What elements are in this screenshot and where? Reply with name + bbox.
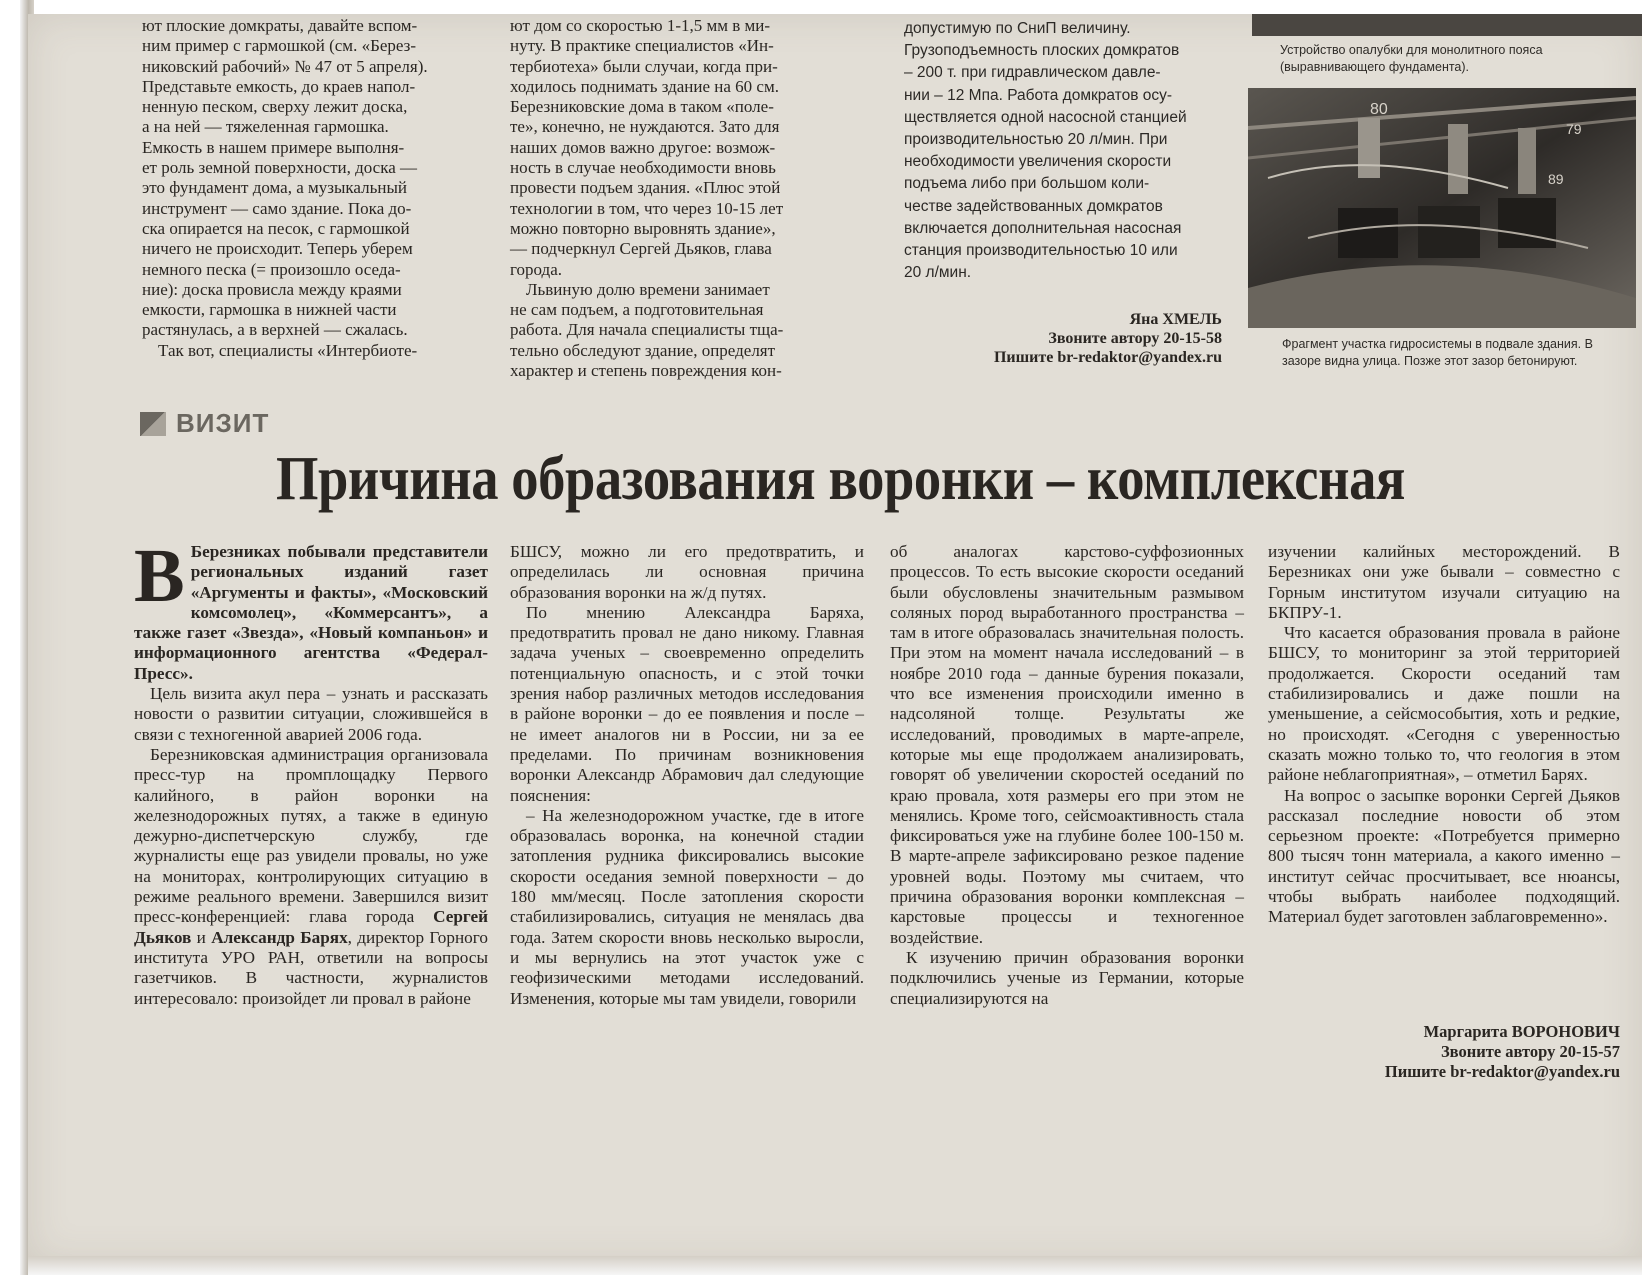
lead-paragraph bbox=[134, 534, 488, 684]
photo-caption-top: Устройство опалубки для монолитного пояса (выравнивающего фундамента). bbox=[1280, 43, 1543, 74]
text-line: немного песка (= произошло оседа- bbox=[142, 259, 401, 279]
text-line: Грузоподъемность плоских домкратов bbox=[904, 42, 1180, 60]
text-line: допустимую по СниП величину. bbox=[904, 20, 1131, 37]
text-line: необходимости увеличения скорости bbox=[904, 153, 1172, 171]
text-line: нуту. В практике специалистов «Ин- bbox=[510, 36, 774, 56]
text-line: честве задействованных домкратов bbox=[904, 197, 1163, 215]
text-line: характер и степень повреждения кон- bbox=[510, 361, 782, 381]
photo-label: 80 bbox=[1370, 101, 1388, 118]
text-line: можно повторно выровнять здание», bbox=[510, 218, 776, 238]
paragraph bbox=[134, 745, 488, 1009]
text-line: ют дом со скоростью 1-1,5 мм в ми- bbox=[510, 16, 771, 35]
paragraph: – На железнодорожном участке, где в итоге образовалась воронка, на конечной стадии затопления рудника фиксировались высокие скорости оседания земной поверхности – до 180 мм/месяц. После затопления скорости стабилизировались, ситуация не менялась два года. Затем скорости вновь несколько выросли, и мы вернулись на этот участок уже с геофизическими методами исследований. Изменения, которые мы там увидели, говорили bbox=[510, 805, 864, 1008]
author-email: Пишите br-redaktor@yandex.ru bbox=[1384, 1062, 1620, 1081]
paragraph-text: , директор Горного института УРО РАН, ответили на вопросы газетчиков. В частности, журналистов интересовало: произойдет ли провал в районе bbox=[134, 927, 488, 1008]
author-email: Пишите br-redaktor@yandex.ru bbox=[993, 349, 1222, 366]
text-line: ют плоские домкраты, давайте вспом- bbox=[142, 16, 418, 35]
conjunction: и bbox=[191, 927, 212, 947]
text-line: ществляется одной насосной станцией bbox=[904, 108, 1187, 126]
text-line: растянулась, а в верхней — сжалась. bbox=[142, 320, 408, 340]
article-column-4 bbox=[1268, 542, 1620, 928]
top-signature bbox=[920, 310, 1222, 367]
text-line: Представьте емкость, до краев напол- bbox=[142, 76, 416, 96]
text-line: это фундамент дома, а музыкальный bbox=[142, 178, 407, 198]
paragraph: К изучению причин образования воронки подключились ученые из Германии, которые специализируются на bbox=[890, 947, 1244, 1008]
article-signature bbox=[1280, 1022, 1620, 1082]
text-line: инструмент — само здание. Пока до- bbox=[142, 198, 412, 218]
text-line: тельно обследуют здание, определят bbox=[510, 340, 776, 360]
top-column-2 bbox=[510, 16, 856, 381]
text-line: емкости, гармошка в нижней части bbox=[142, 300, 397, 320]
article-column-1 bbox=[134, 534, 488, 1009]
text-line: ет роль земной поверхности, доска — bbox=[142, 158, 418, 178]
text-line: тербиотеха» были случаи, когда при- bbox=[510, 56, 778, 76]
author-phone: Звоните автору 20-15-58 bbox=[1048, 330, 1222, 347]
text-line: никовский рабочий» № 47 от 5 апреля). bbox=[142, 56, 428, 76]
page-bottom-edge bbox=[28, 1256, 1642, 1275]
text-line: Емкость в нашем примере выполня- bbox=[142, 137, 405, 157]
text-line: а на ней — тяжеленная гармошка. bbox=[142, 117, 389, 137]
text-line: работа. Для начала специалисты тща- bbox=[510, 320, 784, 340]
person-name: Александр Барях bbox=[211, 927, 348, 947]
top-column-1 bbox=[142, 16, 488, 361]
text-line: ска опирается на песок, с гармошкой bbox=[142, 218, 410, 238]
text-line: нии – 12 Мпа. Работа домкратов осу- bbox=[904, 86, 1173, 104]
text-line: Львиную долю времени занимает bbox=[526, 279, 770, 299]
paragraph: об аналогах карстово-суффозионных процессов. То есть высокие скорости оседаний были обусловлены значительным размывом соляных пород выработанного пространства – там в итоге образовалась значительная полость. При этом на момент начала исследований – в ноябре 2010 года – данные бурения показали, что все изменения происходили именно в надсоляной толще. Результаты же исследований, проводимых в марте-апреле, которые мы еще продолжаем анализировать, говорят об увеличении скоростей оседаний по краю провала, хотя размеры его при этом не менялись. Кроме того, сейсмоактивность стала фиксироваться уже на глубине более 100-150 м. В марте-апреле зафиксировано резкое падение уровней воды. Поэтому мы считаем, что причина образования воронки комплексная – карстовые процессы и техногенное воздействие. bbox=[890, 542, 1244, 947]
article-headline: Причина образования воронки – комплексная bbox=[276, 445, 1405, 513]
text-line: ность в случае необходимости вновь bbox=[510, 158, 776, 178]
article-column-2 bbox=[510, 542, 864, 1009]
author-name: Яна ХМЕЛЬ bbox=[1129, 311, 1222, 328]
text-line: ненную песком, сверху лежит доска, bbox=[142, 97, 408, 117]
photo-hydraulic-system bbox=[1248, 88, 1636, 328]
text-line: Так вот, специалисты «Интербиоте- bbox=[158, 340, 418, 360]
paragraph: По мнению Александра Баряха, предотвратить провал не дано никому. Главная задача ученых – своевременно определить потенциальную опасность, и с этой точки зрения набор различных методов исследования в районе воронки – до ее появления и после – не имеет аналогов ни в России, ни за ее пределами. По причинам возникновения воронки Александр Абрамович дал следующие пояснения: bbox=[510, 602, 864, 805]
paragraph: На вопрос о засыпке воронки Сергей Дьяков рассказал последние новости об этом серьезном проекте: «Потребуется примерно 800 тысяч тонн материала, а какого именно – институт сейчас просчитывает, все нюансы, чтобы выбрать наиболее подходящий. Материал будет заготовлен заблаговременно». bbox=[1268, 785, 1620, 927]
article-column-3 bbox=[890, 542, 1244, 1009]
paragraph-text: Березниковская администрация организовала пресс-тур на промплощадку Первого калийного, в район воронки на железнодорожных путях, а также в единую дежурно-диспетчерскую службу, где журналисты еще раз увидели провалы, но уже на мониторах, контролирующих ситуацию в режиме реального времени. Завершился визит пресс-конференцией: глава города bbox=[134, 744, 488, 927]
text-line: Березниковские дома в таком «поле- bbox=[510, 97, 774, 117]
rubric-text: ВИЗИТ bbox=[176, 408, 270, 438]
text-line: 20 л/мин. bbox=[904, 264, 972, 282]
text-line: города. bbox=[510, 259, 563, 279]
paragraph: изучении калийных месторождений. В Березниках они уже бывали – совместно с Горным институтом изучали ситуацию на БКПРУ-1. bbox=[1268, 542, 1620, 622]
rubric-marker-icon bbox=[140, 412, 166, 436]
text-line: производительностью 20 л/мин. При bbox=[904, 131, 1168, 149]
text-line: ним пример с гармошкой (см. «Берез- bbox=[142, 36, 417, 56]
text-line: – 200 т. при гидравлическом давле- bbox=[904, 64, 1161, 82]
paragraph: Что касается образования провала в районе БШСУ, то мониторинг за этой территорией продолжается. Скорости оседаний там стабилизировались и даже пошли на уменьшение, а сейсмособытия, хоть и редкие, но происходят. «Сегодня с уверенностью сказать можно только то, что геология в этом районе неблагоприятная», – отметил Барях. bbox=[1268, 623, 1620, 785]
dropcap: В bbox=[134, 534, 185, 618]
photo-caption-bottom: Фрагмент участка гидросистемы в подвале здания. В зазоре видна улица. Позже этот зазор бетонируют. bbox=[1282, 337, 1593, 368]
photo-label: 89 bbox=[1548, 171, 1564, 187]
text-line: те», конечно, не нуждаются. Зато для bbox=[510, 117, 780, 137]
author-name: Маргарита ВОРОНОВИЧ bbox=[1423, 1022, 1620, 1041]
text-line: подъема либо при большом коли- bbox=[904, 175, 1150, 193]
text-line: наших домов важно другое: возмож- bbox=[510, 137, 776, 157]
photo-label: 79 bbox=[1566, 121, 1582, 137]
photo-illustration bbox=[1248, 88, 1636, 328]
photo-fragment-top bbox=[1252, 14, 1642, 36]
text-line: технологии в том, что через 10-15 лет bbox=[510, 198, 784, 218]
person-name: Сергей Дьяков bbox=[134, 907, 488, 947]
text-line: ние): доска провисла между краями bbox=[142, 279, 402, 299]
top-column-3 bbox=[904, 18, 1234, 284]
paragraph: Цель визита акул пера – узнать и рассказать новости о развитии ситуации, сложившейся в связи с техногенной аварией 2006 года. bbox=[134, 684, 488, 744]
text-line: ничего не происходит. Теперь уберем bbox=[142, 239, 413, 259]
text-line: станция производительностью 10 или bbox=[904, 242, 1178, 260]
author-phone: Звоните автору 20-15-57 bbox=[1440, 1042, 1620, 1061]
paragraph: БШСУ, можно ли его предотвратить, и определилась ли основная причина образования воронки на ж/д путях. bbox=[510, 542, 864, 602]
text-line: не сам подъем, а подготовительная bbox=[510, 300, 764, 320]
text-line: ходилось поднимать здание на 60 см. bbox=[510, 76, 779, 96]
text-line: включается дополнительная насосная bbox=[904, 219, 1182, 237]
text-line: провести подъем здания. «Плюс этой bbox=[510, 178, 781, 198]
lead-text: Березниках побывали представители региональных изданий газет «Аргументы и факты», «Московский комсомолец», «Коммерсантъ», а также газет «Звезда», «Новый компаньон» и информационного агентства «Федерал-Пресс». bbox=[134, 542, 488, 683]
rubric-label bbox=[140, 408, 269, 439]
text-line: — подчеркнул Сергей Дьяков, глава bbox=[510, 239, 772, 259]
